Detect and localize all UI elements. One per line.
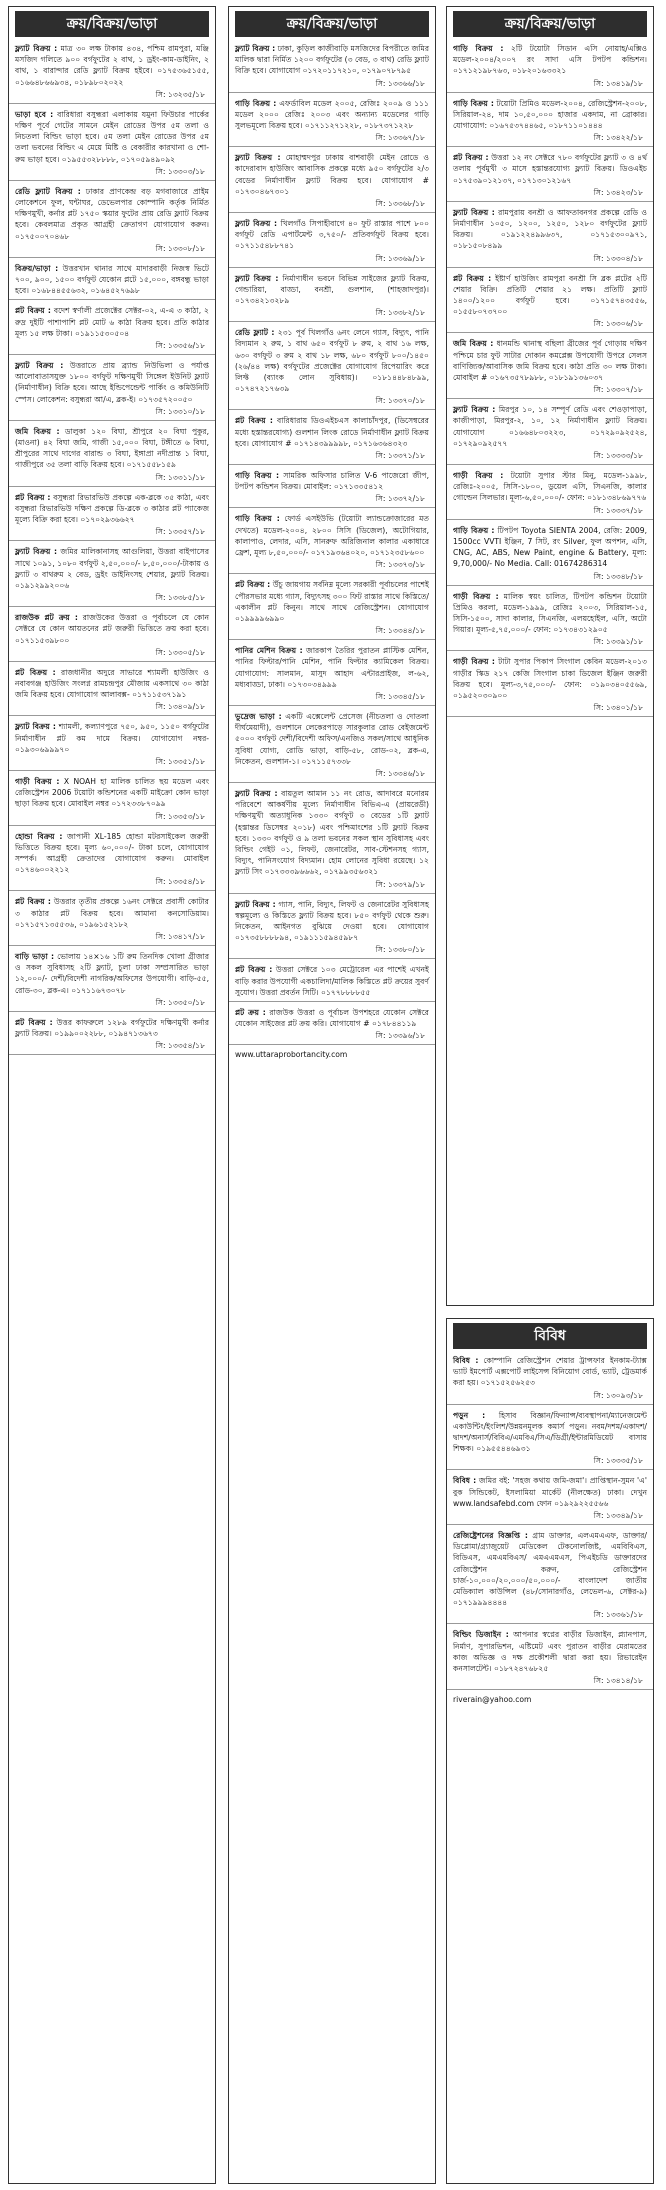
classified-ad	[447, 470, 653, 504]
classified-ad	[9, 1017, 215, 1039]
classified-ad	[9, 492, 215, 526]
ad-reference: সি: ১৩৩৯৬/১৮	[229, 1029, 435, 1045]
ad-title: ফ্ল্যাট বিক্রয় :	[15, 44, 58, 53]
ad-title: প্লট বিক্রয় :	[235, 580, 271, 590]
ad-title: হোন্ডা বিক্রয় :	[15, 831, 63, 841]
ad-body: বসুন্ধরা রিভারভিউ প্রকল্পে এক-ব্লকে ৩৫ কাঠা, এবং বসুন্ধরা রিভারভিউ দক্ষিণ প্রকল্পে ডি-ব্লকে ৩ কাঠার প্লট প্যাকেজ মূল্যে বিক্রি করা হবে। ০১৭০২৯৩৬৬২৭	[15, 492, 210, 525]
classified-ad	[447, 152, 653, 186]
ad-reference: সি: ১৩৩০৪/১৮	[447, 252, 653, 268]
ad-body: টয়োটা সুপার স্টার মিনু, মডেল-১৯৯৮, রেজিঃ-২০০৫, সিসি-১৮০০, ডুয়েল এসি, সিএনজি, কালার গোল্ডেন সিলভার। মূল্য-৬,৫০,০০০/- ফোন: ০১৮১৩৪৮৬৯৭৭৬	[453, 471, 647, 503]
ad-body: টিপটপ Toyota SIENTA 2004, রেজি: 2009, 1500cc VVTI ইঞ্জিন, 7 সিট, রং Silver, ফুল অপশন, এসি, CNG, AC, ABS, New Paint, engine & Battery, মূল্য: 9,70,000/- No Media. Call: 01674286314	[453, 525, 647, 569]
classified-ad	[9, 546, 215, 591]
classified-ad	[447, 1629, 653, 1674]
classified-ad	[9, 612, 215, 646]
ad-body: রামপুরায় বনশ্রী ও আফতাবনগর প্রকল্পে রেডি ও নির্মাণাধীন ১০৫০, ১২০০, ১২৫০, ১২৮০ বর্গফুটের ফ্ল্যাট বিক্রয়। ০১৯১২২৪৯৯৬৩৭, ০১৭১৫৩০০৯৭১, ০১৮১৫০৮৪৯৯	[453, 207, 648, 251]
ad-body: জাপানী XL-185 হোন্ডা মটরসাইকেল জরুরী ভিত্তিতে বিক্রয় হবে। মূল্য ৬০,০০০/- টাকা চলে, যোগাযোগ সম্পর্ক। আগ্রহী ক্রেতাদের যোগাযোগ করুন। মোবাইল ০১৭৪৬০০২২১২	[15, 831, 209, 875]
ad-title: গাড়ি বিক্রয় :	[235, 98, 277, 108]
classified-ad	[229, 218, 435, 252]
ad-body: ঢাকার প্রাণকেন্দ্র বড় মগবাজারে প্রাইম লোকেশনে ফুল, ঘন্টাঘর, ডেভেলপার কোম্পানি কর্তৃক নির্মিত দক্ষিণমুখী, কর্নার প্লট ১৭৫০ স্কয়ার ফুটের প্রায় রেডি ফ্ল্যাট বিক্রয় হবে। কেবলমাত্র প্রকৃত আগ্রহী ক্রেতাগণ যোগাযোগ করুন। ০১৭৫০০৭০৪৬৮	[15, 186, 209, 241]
ad-title: গাড়ি বিক্রয় :	[235, 471, 280, 481]
ad-reference: সি: ১৩৩৯১/১৮	[447, 635, 653, 651]
classified-ad	[447, 207, 653, 252]
ad-body: মালিক স্বয়ং চালিত, টিপটপ কন্ডিশন টয়োটা প্রিমিও করলা, মডেল-১৯৯৯, রেজিঃ ২০০৩, সিরিয়াল-১৫, সিসি-১৫০০, সাদা কালার, সিএনজি, এলয়হোইল, এসি, অটো গিয়ার। মূল্য-৫,৭৫,০০০/- ফোন: ০১৭৩৪৩১২৯০৫	[453, 591, 647, 635]
ad-body: ২৩১ পূর্ব খিলগাঁও ৬নং লেনে গ্যাস, বিদ্যুৎ, পানি বিদ্যমান ২ রুম, ১ বাথ ৬৫০ বর্গফুট ৮ রুম, ২ বাথ ১৬ লক্ষ, ৬৩০ বর্গফুট ৩ রুম ২ বাথ ১৮ লক্ষ, ৬৮০ বর্গফুট ৮০০/১৪৫০ (২৬/৪৪ লক্ষ) বর্গফুটের প্রজেক্টের যোগাযোগ রিপেয়ারিং করে লিফ্ট (ব্যাংক লোন সুবিধায়)। ০১৮১৪৪৮৪৮৯৯, ০১৭৪৭২১৭৬৩৯	[235, 328, 429, 394]
ad-reference: সি: ১৩৩৫১/১৮	[9, 755, 215, 771]
ad-reference: সি: ১৩৩৫৪/১৮	[9, 875, 215, 891]
ad-title: ফ্ল্যাট বিক্রয় :	[235, 153, 281, 163]
ad-reference	[229, 998, 435, 1002]
classified-ad	[229, 273, 435, 307]
column-header: ক্রয়/বিক্রয়/ভাড়া	[453, 11, 647, 37]
ad-body: বারিধারায় ডিওএইচএস কালাচাঁদপুর, (ডিসেম্বরের মধ্যে হস্তান্তরযোগ্য) গুলশান লিংক রোডে নির্মাণাধীন ফ্ল্যাট বিক্রয় হবে। যোগাযোগ # ০১৭১৪৩৯৯৯৯৮, ০১৭১৬৩৬৪৩২৩	[235, 416, 429, 448]
ad-reference: সি: ১৩৩৩৭/১৮	[447, 504, 653, 520]
ad-body: এফর্ডাবিল মডেল ২০০৫, রেজিঃ ২০০৯ ও ১১১ মডেল ২০০০ রেজিঃ ২০০৩ এবং অন্যান্য মডেলের গাড়ি সুলভমূল্যে বিক্রয় হবে। ০১৭১১২৭১২২৮, ০১৮৭৩৭১২২৮	[235, 98, 429, 131]
ad-reference: সি: ১৩৩৮২/১৮	[229, 306, 435, 322]
ad-title: রেজিষ্ট্রেশনের বিজ্ঞপ্তি :	[453, 1531, 528, 1541]
ad-body: বায়তুল আমান ১১ নং রোড, আদাবরে মনোরম পরিবেশে আকর্ষণীয় মূল্যে নির্মাণাধীন বিভিএ-এ (প্রায়রেডী) দক্ষিণমুখী অত্যাধুনিক ১৩৩০ বর্গফুট ৩ বেডের ১টি ফ্ল্যাট (হস্তান্তর ডিসেম্বর ২০১৮) এবং পশ্চিমাংশের ১টি ফ্ল্যাট বিক্রয় হবে। ১৩৩০ বর্গফুট ও ৯ তলা ভবনের সকল স্থান সুবিধাসহ এবং বিল্ডিং গেইট ০১, লিফট, জেনারেটর, সাব-স্টেশনসহ গ্যাস, বিদ্যুৎ, পানিসংযোগ বিদ্যমান। হোম লোনের সুবিধা রয়েছে। ১২ ফ্ল্যাট সিং ০১৭৩৩৩৯৬৬৬২, ০১৭৯৯৩৫৬৩২১	[235, 788, 430, 877]
ad-reference: সি: ১৩৩০৩/১৮	[9, 165, 215, 181]
classified-ad	[229, 152, 435, 197]
classified-ad	[447, 1410, 653, 1455]
ad-body: গ্যাস, পানি, বিদ্যুৎ, লিফট ও জেনারেটর সুবিধাসহ স্বল্পমূল্যে ও কিস্তিতে ফ্ল্যাট বিক্রয় হবে। ৮৫০ বর্গফুট থেকে শুরু। নিকেতন, আইনগত বুঝিয়ে দেওয়া হবে। যোগাযোগ ০১৭৩৫৮৮৮৮৯৪, ০১৯১১১৫৯৪৫৯৮৭	[235, 899, 429, 943]
ad-title: গাড়ি বিক্রয় :	[453, 44, 504, 53]
classified-ad	[9, 667, 215, 701]
ad-title: বিবিধ :	[453, 1476, 477, 1486]
ad-title: পড়ুন :	[453, 1410, 486, 1420]
ad-title: ফ্ল্যাট বিক্রয় :	[235, 273, 279, 283]
classified-ad	[447, 1475, 653, 1509]
ad-title: প্লট বিক্রয় :	[15, 897, 51, 907]
ad-title: ভুদ্রেজ ভাড়া :	[235, 711, 282, 721]
ad-reference: সি: ১৩৩১০/১৮	[9, 405, 215, 421]
ad-body: বারিধারা বসুন্ধরা এলাকায় যমুনা ফিউচার পার্কের দক্ষিণ পূর্বে গেটের সামনে মেইন রোডের উপর ৫ম তলা ও নিচতলা বিল্ডিং ভাড়া হবে। ৫ম তলা মেইন রোডের উপর ৫ম তলা ভবনের বিল্ডিং এ মেয়ে মিষ্টি ও বেকারীর কারখানা ও শো-রুম ভাড়া হবে। ০১৯৫৫৩২৮৮৮৮, ০১৭০৫৯৪৯০৯২	[15, 109, 210, 164]
ad-title: ফ্ল্যাট বিক্রয় :	[15, 547, 57, 557]
ad-title: ভাড়া হবে :	[15, 109, 54, 119]
ad-title: ফ্ল্যাট বিক্রয় :	[15, 361, 64, 371]
ad-body: উত্তরখান থানার সাথে মাদারবাড়ী নিজস্ব ভিটে ৭০০, ৯০০, ১৫০০ বর্গফুট যেকোন প্লটে ১৫,০০০, বঙ্গবন্ধু ভাড়া হবে। ০১৬৮৪৪৫৫৬৩২, ০১৬৪৫২৭৬৯৮	[15, 263, 209, 296]
classified-ad	[229, 788, 435, 878]
classified-ad	[9, 305, 215, 339]
ad-title: গাড়ী বিক্রয় :	[453, 591, 499, 601]
ad-title: জমি বিক্রয় :	[453, 339, 494, 349]
ad-body: উত্তরাতে প্রায় ব্র্যান্ড নিউভিলা ও পর্যাপ্ত আলোবাতাসযুক্ত ১৮০০ বর্গফুট দক্ষিণমুখী সিঙ্গেল ইউনিট ফ্ল্যাট (নির্মাণাধীন) বিক্রি হবে। আছে ইন্ডিপেন্ডেন্ট পার্কিং ও কমিউনিটি স্পেস। লোকেশন: বসুন্ধরা আ/এ, ব্লক-ই। ০১৭৩৫৭২০০৫০	[15, 361, 209, 404]
ad-body: খিলগাঁও সিপাহীবাগে ৪০ ফুট রাস্তার পাশে ৮০০ বর্গফুট রেডি এপার্টমেন্ট ৩,৭৫০/- প্রতিবর্গফুট বিক্রয় হবে। ০১৭১১৫৪৮৮৭৪১	[235, 219, 430, 251]
classified-ad	[229, 415, 435, 449]
ad-body: ধানমন্ডি থানাস্থ বছিলা ব্রীজের পূর্ব গোড়ায় দক্ষিণ পশ্চিমে চার ফুট সাটার দোকান কমপ্লেক্স উপযোগী উপরে সেলস বাণিজ্যিক/আবাসিক জমি বিক্রয় হবে। কাঠা প্রতি ৩০ লক্ষ টাকা। মোবাইল # ০১৬৭৩৫৭৮৯৮৮, ০১৮১৯১৩৬০৩৭	[453, 339, 647, 383]
ad-reference: সি: ১৩৩৮০/১৮	[229, 943, 435, 959]
ad-reference: সি: ১৩৩০৬/১৮	[447, 317, 653, 333]
ad-title: প্লট বিক্রয় :	[453, 153, 489, 163]
classified-ad	[229, 711, 435, 767]
column-header: ক্রয়/বিক্রয়/ভাড়া	[15, 11, 209, 37]
ad-reference: সি: ১৩৩৫৬/১৮	[9, 339, 215, 355]
ad-title: প্লট বিক্রয় :	[15, 492, 51, 502]
ad-title: ফ্ল্যাট বিক্রয় :	[235, 788, 278, 798]
classified-ad	[9, 951, 215, 996]
ad-body: সামরিক অফিসার চালিত V-6 পাজেরো জীপ, টপটপ কন্ডিশন বিক্রয়। মোবাইল: ০১৭১৩৩৫৪১২	[235, 471, 429, 492]
ad-body: হিসাব বিজ্ঞান/ফিন্যান্স/ব্যবস্থাপনা/ম্যানেজমেন্ট একাউন্টিং/ইংলিশ/উন্নয়নমূলক কমার্স পড়ুন। নবম/দশম/একাদশ/দ্বাদশ/অনার্স/বিবিএ/এমবিএ/সিএ/ডিগ্রী/ইন্টারমিডিয়েট বাসায় শিক্ষক। ০১৯৫৫৪৪৬৯৩১	[453, 1410, 647, 1454]
classified-ad	[9, 426, 215, 471]
ad-list	[447, 43, 653, 717]
ad-list	[229, 43, 435, 1045]
ad-title: বিক্রয়/ভাড়া :	[15, 263, 59, 273]
ad-reference: সি: ১৩৪০৯/১৮	[9, 700, 215, 716]
ad-body: মিরপুর ১০, ১৪ সম্পূর্ণ রেডি এবং শেওড়াপাড়া, কাজীপাড়া, মিরপুর-২, ১০, ১২ নির্মাণাধীন ফ্ল্যাট বিক্রয়। যোগাযোগ ০১৬৬৪৮০৩২২৩, ০১৭২৯০৯২৫২৪, ০১৭২৯০৯২৫৭৭	[453, 405, 647, 448]
ad-reference: সি: ১৩৩৬৮/১৮	[229, 197, 435, 213]
ad-body: উত্তরা সেক্টরে ১০৩ মেট্রোরেল এর পাশেই এখনই বাড়ি করার উপযোগী একচালিদা/মালিক কিস্তিতে প্লট ক্রয়ের সুবর্ণ সুযোগ। উত্তরা প্রবর্তন সিটি। ০১৭৭৮৮৮৮৫৫	[235, 965, 429, 997]
ad-reference: সি: ১৩০৯৩/১৮	[447, 1389, 653, 1405]
ad-title: ফ্ল্যাট বিক্রয় :	[235, 44, 276, 53]
email-link[interactable]: riverain@yahoo.com	[453, 1695, 532, 1705]
ad-body: ডালুকা ১২০ বিঘা, শ্রীপুরে ২০ বিঘা পুকুর, (মাওনা) ৪২ বিঘা জমি, গাজী ১৫,০০০ বিঘা, টঙ্গীতে ৬ বিঘা, শ্রীপুরের সাথে দাগের বারান্ড ৩ বিঘা, ইঙ্গাপ্রা নদীপ্রান্ত ১ বিঘা, গাজীপুরে ৩৫ তলা বাড়ি বিক্রয় হবে। ০১৭১৫৫৮১৫৯	[15, 426, 209, 470]
classified-ad	[447, 338, 653, 383]
ad-reference: সি: ১৩৩৬১/১৮	[447, 1608, 653, 1624]
classified-ad	[9, 186, 215, 242]
ad-reference: সি: ১৩৩৭১/১৮	[229, 449, 435, 465]
classified-ad	[229, 1007, 435, 1029]
ad-title: প্লট বিক্রয় :	[15, 1017, 53, 1027]
ad-title: ফ্ল্যাট বিক্রয় :	[453, 207, 495, 217]
ad-body: একটি এক্সেলেন্ট প্রেসেজ (নীচতলা ও দোতলা দীর্ঘমেয়াদী), গুলশানে লেকেরপাড়ে সারকুলার রোড বেইজমেন্ট ৫০০০ বর্গফুট দেশী/বিদেশী অফিস/এনজিও সকল/সাথে আধুনিক সুবিধা যোগ্য, রোডি ভাড়া, বাড়ি-৫৮, রোড-০২, ব্লক-এ, নিকেতন, গুলশান-১। ০১৭১১৫৭৩৩৮	[235, 711, 429, 766]
website-link[interactable]: www.uttaraprobortancity.com	[235, 1050, 348, 1060]
ad-body: ইষ্টার্ণ হাউজিং রামপুরা বনশ্রী সি ব্লক প্লটের ২টি শেয়ার বিক্রি। প্রতিটি শেয়ার ২১ লক্ষ। প্রতিটি ফ্ল্যাট ১৪০০/১২০০ বর্গফুট হবে। ০১৭১৫৭৪৩৫৫৬, ০১৫৫৮০৭৩৭০০	[453, 273, 647, 317]
classified-ad	[229, 899, 435, 944]
ad-body: গ্রাম ডাক্তার, এলএমএএফ, ডাক্তার/ডিপ্লোমা/গ্র্যাজুয়েট মেডিকেল টেকনোলজিষ্ট, এমবিবিএস, বিডিএস, এমএমবিএস/ এমএএমএস, পিএইচডি ডাক্তারদের রেজিস্ট্রেশন করুন, রেজিস্ট্রেশন চার্জ-১০,০০০/২০,০০০/৫০,০০০/- বাংলাদেশ জাতীয় মেডিক্যাল কাউন্সিল (৪৮/সোনারগাঁও, লেভেল-৬, সেক্টর-৯) ০১৭১৯৯৯৪৪৪৪	[453, 1531, 647, 1608]
classified-ad	[229, 43, 435, 77]
ad-body: উঁচু জায়গায় সর্বনিম্ন মূল্যে সরকারী পূর্বাচলের পাশেই পৌরসভার মধ্যে গ্যাস, বিদ্যুৎসহ ৩০০ ফিট রাস্তার সাথে কিস্তিতে/একালীন প্লট কিনুন। সাথে সাথে রেজিস্ট্রেশন। যোগাযোগ ০১৯৯৯৯৬৯৯০	[235, 580, 429, 623]
ad-reference: সি: ১৩৩৪৫/১৮	[229, 690, 435, 706]
ad-reference: সি: ১৩৪২২/১৮	[447, 131, 653, 147]
classified-ad	[9, 263, 215, 297]
ad-body: টয়োটা প্রিমিও মডেল-২০০৪, রেজিস্ট্রেশন-২০০৮, সিরিয়াল-২৪, দাম ১০,৫০,০০০ হাজার একদাম, না ব্রোকার। যোগাযোগ: ০১৬৭৫৩৭৪৪৬৫, ০১৮৭১১০১৪৪৪	[453, 98, 647, 131]
ad-reference: সি: ১৩৩০৮/১৮	[9, 242, 215, 258]
ad-title: গাড়ী বিক্রয় :	[453, 657, 495, 667]
classified-ad	[9, 43, 215, 88]
misc-header: বিবিধ	[453, 1323, 647, 1349]
ad-reference: সি: ১৩৩০৭/১৮	[447, 383, 653, 399]
ad-reference: সি: ১৩৩৭৩/১৮	[229, 558, 435, 574]
ad-reference: সি: ১৩৩৫৪/১৮	[9, 1039, 215, 1055]
ad-body: রাজধানীর অদুরে সাভারে শ্যামলী হাউজিং ও নবাবগঞ্জ হাউজিং সংলগ্ন রামচন্দ্রপুর মৌজায় একসাথে ৩০ কাঠা জমি বিক্রয় হবে। যোগাযোগ আলাবক্স- ০১৭১১৫৩৭১৯১	[15, 667, 209, 700]
ad-reference: সি: ১৩৩৪৪/১৮	[229, 624, 435, 640]
ad-title: বিবিধ :	[453, 1356, 479, 1365]
ad-title: গাড়ী বিক্রয় :	[453, 471, 504, 481]
ad-body: শ্যামলী, কল্যাণপুরে ৭৫০, ৯৫০, ১১৫০ বর্গফুটের নির্মাণাধীন প্লট কম দামে বিক্রয়। যোগাযোগ নম্বর- ০১৯৩০৬৯৯৯৭০	[15, 722, 210, 754]
ad-title: জমি বিক্রয় :	[15, 426, 60, 436]
ad-reference: সি: ১৩৩৬৬/১৮	[229, 77, 435, 93]
ad-body: আপনার স্বপ্নের বাড়ীর ডিজাইন, প্ল্যানপাস, নির্মাণ, সুপারভিশন, এষ্টিমেট এবং পুরাতন বাড়ীর মেরামতের কাজ অভিজ্ঞ ও দক্ষ প্রকৌশলী দ্বারা করা হয়। রিভারেইন কনসালটেন্ট। ০১৮৭২৪৭৬৮২৫	[453, 1630, 647, 1674]
ad-title: ফ্ল্যাট বিক্রয় :	[15, 722, 56, 732]
ad-list	[9, 43, 215, 1055]
ad-body: ফোর্ড এসইউভি (টয়োটা ল্যান্ডক্রোজারের মত দেখতে) মডেল-২০০৪, ২৮০০ সিসি (ডিজেল), অটোগিয়ার, কালাপাও, লেদার, এসি, সানরুফ অরিজিনাল কালার একাধারে ফ্রেশ, মূল্য ৮,৫০,০০০/- ০১৭১৯৩৬৪০২০, ০১৭১২৩৫৮৬০০	[235, 514, 429, 558]
ad-reference: সি: ১৩৩৪৯/১৮	[447, 1509, 653, 1525]
ad-reference: সি: ১৩৩৪৮/১৮	[447, 570, 653, 586]
ad-body: নির্মাণাধীন ভবনে বিভিন্ন সাইজের ফ্ল্যাট বিক্রয়, গেন্ডারিয়া, বাড্ডা, বনশ্রী, গুলশান, (শাহজাদপুর)। ০১৭৩৪২১৩২৮৯	[235, 273, 429, 306]
classified-ad	[9, 360, 215, 405]
ad-title: প্লট বিক্রয় :	[235, 416, 273, 426]
ad-body: মাত্র ৩০ লক্ষ টাকায় ৪৩৪, পশ্চিম রামপুরা, মঞ্জি মসজিদ গলিতে ৯০০ বর্গফুটের ২ বাথ, ১ ড্রইং-কাম-ডাইনিং, ২ বাথ, ১ বারান্দার রেডি ফ্ল্যাট বিক্রয় হইবে। ০১৭৫৩৬৫১৫৫, ০১৬৬৪৮৬৬৯৩৪, ০১৮৯৮০২০২২	[15, 44, 210, 87]
classified-ad	[447, 98, 653, 132]
ad-body: মোহাম্মদপুর ঢাকায় বাশবাড়ী মেইন রোডে ও কাদেরাবাদ হাউজিং আবাসিক প্রকল্পে মধ্যে ৯৫০ বর্গফুটের ২/৩ বেডের নির্মাণাধীন ফ্ল্যাট বিক্রয় হবে। যোগাযোগ # ০১৭৩০৪৬৭৩০১	[235, 153, 430, 196]
ad-body: ঢাকা, কুড়িল কাজীবাড়ি মসজিদের বিপরীতে জমির মালিক দ্বারা নির্মিত ১২০০ বর্গফুটের (৩ বেড, ৩ বাথ) রেডি ফ্ল্যাট বিক্রি হবে। যোগাযোগ ০১৭২০১১৭২১০, ০১৭৯০৭৮৭৯৫	[235, 44, 430, 76]
classified-ad	[447, 591, 653, 636]
ad-body: উত্তরার তৃতীয় প্রকল্পে ১৬নং সেক্টরে প্রবাসী কোটার ৩ কাঠার প্লট বিক্রয় হবে। আমানা কনসোডিয়াম। ০১৭১৫৭১৩৫৫৩৬, ০১৯৬১৫২১৮২	[15, 897, 209, 929]
ad-body: টাটা সুপার পিকাপ সিংগাল কেবিন মডেল-২০১৩ গাড়ীর স্কিড ২১৭ কেজি সিংগাল চাকা ডিজেল ইঞ্জিন জরুরী বিক্রয় হবে। মূল্য-৩,৭৫,০০০/- ফোন: ০১৯০৩৪০৫৫৬৯, ০১৯৫২০৩০৯০০	[453, 657, 647, 700]
classifieds-column-1	[8, 6, 216, 2184]
ad-body: জমির বই: 'সহজ কথায় জমি-জমা'। প্রাপ্তিস্থান-সুমন 'এ' বুক সিন্ডিকেট, ইসলামিয়া মার্কেট (নীলক্ষেত) ঢাকা। দেখুন www.landsafebd.com ফোন ০১৯২৯২২৫৫৬৬	[453, 1476, 648, 1508]
classified-ad	[229, 964, 435, 998]
classified-ad	[229, 98, 435, 132]
ad-reference: সি: ১৩৩৭২/১৮	[229, 492, 435, 508]
classified-ad	[9, 831, 215, 876]
ad-list	[447, 1355, 653, 1690]
ad-title: গাড়ি বিক্রয় :	[453, 98, 494, 108]
ad-reference: সি: ১৩৪০১/১৮	[447, 701, 653, 717]
ad-reference: সি: ১৩৩৬৭/১৮	[229, 131, 435, 147]
classified-ad	[229, 327, 435, 394]
ad-title: গাড়ি বিক্রয় :	[235, 514, 280, 524]
ad-body: ভোলায় ১৪×১৬ ১টি রুম তিনদিক খোলা গ্রীজার ও সকল সুবিধাসহ ২টি ফ্ল্যাট, চুলা ঢাকা সম্প্রসারিত ভাড়া ১২,০০০/- দেশী/বিদেশী নাগরিক/অফিসের উপযোগী। বাড়ি-৫৫, রোড-৩০, ব্লক-এ। ০১৭১১৬৭৩০৭৮	[15, 951, 209, 995]
ad-title: প্লট বিক্রয় :	[235, 965, 273, 975]
ad-reference: সি: ১৩৩৬৯/১৮	[229, 252, 435, 268]
classifieds-column-2	[228, 6, 436, 2184]
ad-title: রাজউক প্লট ক্রয় :	[15, 613, 78, 623]
classified-ad	[447, 525, 653, 570]
classified-ad	[447, 1530, 653, 1608]
ad-body: জারকাপ তৈরির পুরাতন প্লাস্টিক মেশিন, পানির ফিল্টার/পানি মেশিন, পানি ফিল্টার ক্যামিকেল বিক্রয়। যোগাযোগ: সালমান, মাসুদ আহাদ এন্টারপ্রাইজ, ল-৬২, মধ্যবাড্ডা, ঢাকা। ০১৭৩০৩৪৯৯৯	[235, 646, 429, 689]
ad-reference: সি: ১৩৪১৯/১৮	[447, 77, 653, 93]
classified-ad	[229, 579, 435, 624]
ad-title: রেডি ফ্ল্যাট :	[235, 328, 275, 338]
classified-ad	[9, 896, 215, 930]
ad-title: ফ্ল্যাট বিক্রয় :	[453, 405, 496, 415]
ad-reference: সি: ১৩৪১৭/১৮	[9, 930, 215, 946]
ad-reference: সি: ১৩৩৩৫/১৮	[447, 1454, 653, 1470]
ad-title: গাড়ী বিক্রয় :	[15, 776, 60, 786]
ad-reference: সি: ১৩৩৩৩/১৮	[447, 449, 653, 465]
ad-title: প্লট বিক্রয় :	[453, 273, 492, 283]
classified-ad	[447, 1355, 653, 1389]
ad-title: প্লট ক্রয় :	[235, 1007, 266, 1017]
ad-body: উত্তর কাফরুলে ১২৮৯ বর্গফুটের দক্ষিণমুখী কর্নার ফ্ল্যাট বিক্রয়। ০১৯৯০০২২৮৮, ০১৯৪৭১৩৬৭৩	[15, 1017, 209, 1038]
classified-ad	[229, 513, 435, 558]
ad-body: রাজউক উত্তরা ও পূর্বাচল উপশহরে যেকোন সেক্টরে যেকোন সাইজের প্লট ক্রয় করি। যোগাযোগ # ০১৭৮৪৪১১৯	[235, 1007, 429, 1029]
ad-body: বদেশ স্বর্ণালী প্রজেক্টের সেক্টর-০২, এ-এ ৩ কাঠা, ২ রুদ্র দুইটি পাশাপাশি প্লট মোট ৬ কাঠা বিক্রয় হবে। প্রতি কাঠার মূল্য ১৫ লক্ষ টাকা। ০১৯১১৫৩০৫০৪	[15, 306, 209, 338]
ad-body: ২টি টয়োটা সিডান এসি নোয়াহ/এক্সিও মডেল-২০০৪/২০০৭ রং সাদা এসি টপটপ কন্ডিশন। ০১৭১২১৯৮৭৬৩, ০১৮২০১৬৩৩২১	[453, 44, 647, 76]
ad-title: বিল্ডিং ডিজাইন :	[453, 1630, 509, 1640]
ad-reference: সি: ১৩৪২৩/১৮	[447, 186, 653, 202]
ad-reference: সি: ১৩৩৫৩/১৮	[9, 810, 215, 826]
classified-ad	[9, 109, 215, 165]
classified-ad	[229, 645, 435, 690]
classified-ad	[447, 273, 653, 318]
ad-body: রাজউকের উত্তরা ও পূর্বাচলে যে কোন সেক্টরে যে কোন আয়তনের প্লট জরুরী ভিত্তিতে ক্রয় করা হবে। ০১৭১১৫৩৯৮০০	[15, 613, 209, 645]
ad-title: পানির মেশিন বিক্রয় :	[235, 646, 303, 656]
ad-reference: সি: ১৩৩১১/১৮	[9, 471, 215, 487]
ad-body: কোম্পানি রেজিস্ট্রেশন শেয়ার ট্রান্সফার ইনকাম-ট্যাক্স ভ্যাট ইমপোর্ট এক্সপোর্ট লাইসেন্স বিনিয়োগ বোর্ড, ভ্যাট, ট্রেডমার্ক করা হয়। ০১৭১৫২৫৬২৫৩	[453, 1356, 648, 1388]
ad-reference: সি: ১৩৩৫৭/১৮	[9, 525, 215, 541]
classified-ad	[9, 721, 215, 755]
ad-reference: সি: ১৩৪১৪/১৮	[447, 1674, 653, 1690]
classified-ad	[229, 470, 435, 492]
ad-title: ফ্ল্যাট বিক্রয় :	[235, 219, 278, 229]
ad-title: গাড়ি বিক্রয় :	[453, 525, 495, 535]
ad-body: X NOAH হা মালিক চালিত ছয় মডেল এবং রেজিস্ট্রেশন 2006 টয়োটা কন্ডিশনের একটি মাইক্রো কোন ভাড়া ছাড়া বিক্রয় হবে। মোবাইল নম্বর ০১৭২৩৩৮৭০৯৯	[15, 776, 209, 809]
classified-ad	[447, 656, 653, 701]
ad-reference: সি: ১৩৩০৫/১৮	[9, 646, 215, 662]
ad-body: উত্তরা ১২ নং সেক্টরে ৭৮০ বর্গফুটের ফ্ল্যাট ৩ ও ৪র্থ তলায় পূর্বমুখী ৩ মাসে হস্তান্তরযোগ্য ফ্ল্যাট বিক্রয়। ডিওএইচ ০১৭৫৩৯০১২১৩৭, ০১৭১৩০১২১৬৭	[453, 153, 647, 185]
column-header: ক্রয়/বিক্রয়/ভাড়া	[235, 11, 429, 37]
ad-reference: সি: ১৩৩৮৫/১৮	[9, 591, 215, 607]
ad-reference: সি: ১৩৩৭০/১৮	[229, 394, 435, 410]
ad-title: ফ্ল্যাট বিক্রয় :	[235, 899, 276, 909]
ad-reference: সি: ১৩৩৪৬/১৮	[229, 767, 435, 783]
classified-ad	[9, 776, 215, 810]
ad-title: বাড়ি ভাড়া :	[15, 951, 55, 961]
ad-body: জমির মালিকানাসহ আগুলিয়া, উত্তরা বাইপাসের সাথে ১০৯১, ১০৮০ বর্গফুট ২,৫০,০০০/- ৮,৫০,০০০/-টাকায় ও ফ্ল্যাট ৩ বাথরুম ২ বেড, ড্রইং ডাইনিংসহ শেয়ার, ফ্ল্যাট বিক্রয়। ০১৯১২৯৯২০০৬	[15, 547, 209, 590]
ad-title: রেডি ফ্ল্যাট বিক্রয় :	[15, 186, 81, 196]
ad-reference: সি: ১৩৩৭৯/১৮	[229, 878, 435, 894]
misc-column	[446, 1318, 654, 2184]
ad-title: প্লট বিক্রয় :	[15, 667, 56, 677]
ad-reference: সি: ১৩৩৫০/১৮	[9, 996, 215, 1012]
classifieds-column-3	[446, 6, 654, 1306]
ad-reference: সি: ১৩২৩৫/১৮	[9, 88, 215, 104]
classified-ad	[447, 43, 653, 77]
classified-ad	[447, 404, 653, 449]
ad-reference	[9, 296, 215, 300]
ad-title: প্লট বিক্রয় :	[15, 306, 51, 316]
